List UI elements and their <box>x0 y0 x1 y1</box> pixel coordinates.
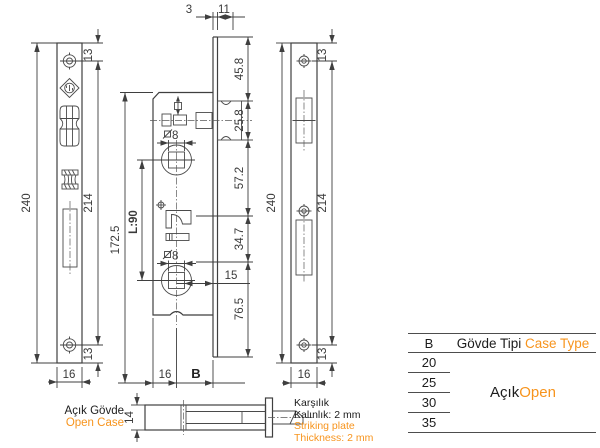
cylinder-cutout <box>156 200 191 241</box>
dim-right-screws: 214 <box>317 193 329 213</box>
dim-square8-bottom: 8 <box>172 250 179 263</box>
dim-mid-16: 16 <box>158 369 172 381</box>
backset-dims <box>118 318 245 388</box>
dim-chain-5: 76.5 <box>234 297 246 321</box>
latch-bolt-face-icon <box>60 106 79 146</box>
dim-left-screws: 214 <box>83 193 95 213</box>
auxiliary-bolt-icon <box>62 170 78 189</box>
open-case-caption-tr: Açık Gövde <box>64 405 124 417</box>
table-row-b-35: 35 <box>421 415 437 430</box>
dim-chain-2: 25.8 <box>234 109 246 132</box>
dim-case-height: 14 <box>124 411 136 424</box>
strike-screw-bottom-icon <box>297 338 312 352</box>
dim-right-width: 16 <box>297 369 311 381</box>
table-b-column <box>408 353 450 432</box>
right-chain-dims <box>196 37 253 357</box>
dim-left-top: 13 <box>83 48 95 62</box>
front-plate-view <box>21 29 103 388</box>
top-dims <box>186 4 245 30</box>
dim-square8-top: 8 <box>172 130 179 142</box>
latch-spring-block <box>162 114 171 126</box>
latch-reverse-pin-icon <box>175 96 182 115</box>
case-type-value-tr: Açık <box>490 384 520 401</box>
dim-plate-thickness: 3 <box>185 4 193 16</box>
table-row-b-20: 20 <box>408 353 450 373</box>
dim-15: 15 <box>224 270 238 282</box>
lower-follower <box>137 266 195 296</box>
striking-plate-note <box>294 398 373 444</box>
dim-right-bottom: 13 <box>317 347 329 361</box>
case-type-table <box>408 333 596 433</box>
table-row-b-30: 30 <box>408 393 450 413</box>
handle-follower <box>137 145 195 175</box>
table-header-type <box>450 336 596 351</box>
table-header-row <box>408 334 596 353</box>
note-en-line1: Striking plate <box>294 420 355 432</box>
latch-guide <box>174 115 187 125</box>
table-header-type-en: Case Type <box>525 335 590 351</box>
dim-follower-distance: L:90 <box>128 210 140 234</box>
dim-right-top: 13 <box>317 48 329 62</box>
table-row-b-25: 25 <box>408 373 450 393</box>
dim-left-width: 16 <box>62 369 76 381</box>
table-header-b: B <box>424 335 434 351</box>
case-type-value-en: Open <box>519 384 556 401</box>
dim-right-height: 240 <box>266 193 278 213</box>
dim-body-offset: 11 <box>218 4 230 16</box>
square8-top-dim <box>157 130 196 152</box>
dim-chain-3: 57.2 <box>234 166 246 190</box>
striking-plate-view <box>266 29 337 388</box>
table-header-type-tr: Gövde Tipi <box>456 335 522 351</box>
dim-backset-b: B <box>191 366 201 381</box>
note-en-line2: Thickness: 2 mm <box>294 431 374 444</box>
table-case-type-value <box>450 353 596 432</box>
open-case-view <box>124 393 313 442</box>
note-tr-line1: Karşılık <box>294 397 330 409</box>
open-case-caption-en: Open Case <box>65 417 124 429</box>
dim-body-height: 172.5 <box>110 225 122 255</box>
dim-left-height: 240 <box>21 193 33 213</box>
dim-left-bottom: 13 <box>83 347 95 361</box>
open-case-caption <box>36 405 124 429</box>
brand-logo-icon <box>60 79 79 98</box>
strike-screw-top-icon <box>297 54 312 68</box>
lock-case-view <box>110 4 253 388</box>
dim-chain-4: 34.7 <box>234 227 246 251</box>
table-body <box>408 353 596 432</box>
dim-chain-1: 45.8 <box>234 57 246 81</box>
note-tr-line2: Kalınlık: 2 mm <box>294 408 361 421</box>
